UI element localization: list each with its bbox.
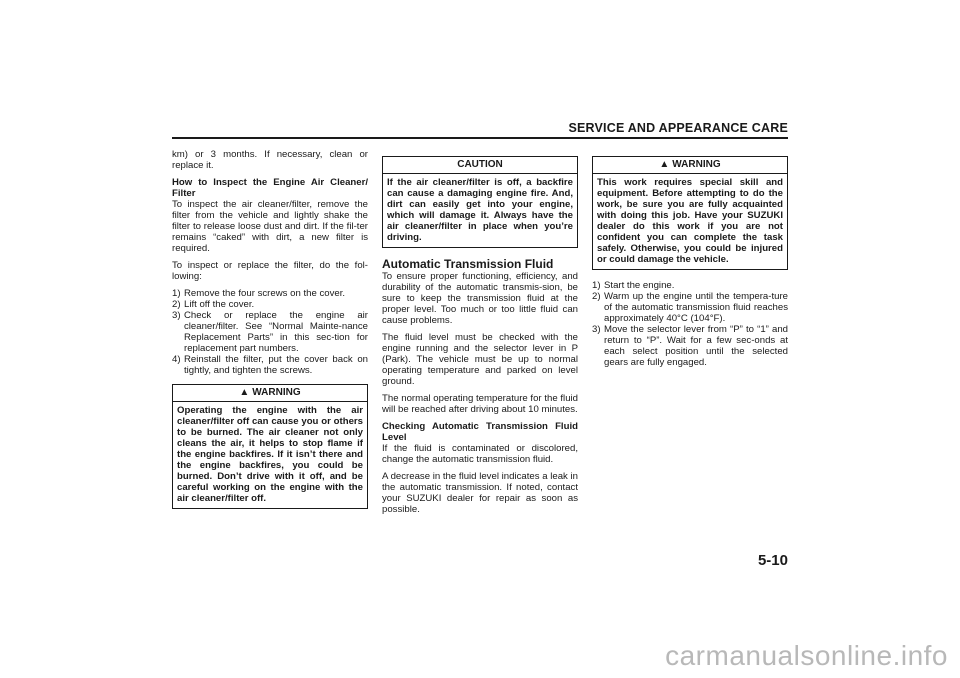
- check-text: If the fluid is contaminated or discolored, change the automatic transmission fluid.: [382, 443, 578, 465]
- intro-text: km) or 3 months. If necessary, clean or replace it.: [172, 149, 368, 171]
- watermark: carmanualsonline.info: [665, 640, 948, 671]
- step-list: [172, 288, 368, 376]
- atf-text: To ensure proper functioning, efficiency, and durability of the automatic transmis-sion, be sure to keep the transmission fluid at the proper level. Too much or too little fluid can cause problems.: [382, 271, 578, 326]
- decrease-text: A decrease in the fluid level indicates a leak in the automatic transmission. If noted, contact your SUZUKI dealer for repair as soon as possible.: [382, 471, 578, 515]
- page-header-title: SERVICE AND APPEARANCE CARE: [568, 121, 788, 135]
- warning-text: This work requires special skill and equipment. Before attempting to do the work, be sure you are fully acquainted with doing this job. Have your SUZUKI dealer do this work if you are not confident you can complete the task safely. Otherwise, you could be injured or could damage the vehicle.: [597, 177, 783, 265]
- caution-box: [382, 156, 578, 248]
- column-3: [592, 156, 788, 376]
- inspect-text: To inspect the air cleaner/filter, remove the filter from the vehicle and lightly shake the filter to release loose dust and dirt. If the fil-ter remains “caked” with dirt, a new filter is required.: [172, 199, 368, 254]
- list-item: 3) Check or replace the engine air cleaner/filter. See “Normal Mainte-nance Replacement Parts” in this sec-tion for replacement part numbers.: [172, 310, 368, 354]
- page-number: 5-10: [757, 552, 788, 569]
- warning-triangle-icon: ▲: [239, 387, 250, 398]
- check-heading: Checking Automatic Transmission Fluid Level: [382, 421, 578, 443]
- warning-header: ▲ WARNING: [173, 385, 367, 402]
- replace-text: To inspect or replace the filter, do the fol-lowing:: [172, 260, 368, 282]
- warning-header: ▲ WARNING: [593, 157, 787, 174]
- column-1: [172, 149, 368, 519]
- caution-text: If the air cleaner/filter is off, a backfire can cause a damaging engine fire. And, dirt can easily get into your engine, which will damage it. Always have the air cleaner/filter in place when you’re driving.: [387, 177, 573, 243]
- warning-triangle-icon: ▲: [659, 159, 670, 170]
- header-rule: [172, 137, 788, 139]
- column-2: [382, 156, 578, 521]
- warning-text: Operating the engine with the air cleaner/filter off can cause you or others to be burned. The air cleaner not only cleans the air, it helps to stop flame if the engine backfires. If it isn’t there and the engine backfires, you could be burned. Don’t drive with it off, and be careful working on the engine with the air cleaner/filter off.: [177, 405, 363, 504]
- warning-box: [172, 384, 368, 509]
- list-item: 2) Warm up the engine until the tempera-ture of the automatic transmission fluid reaches approximately 40°C (104°F).: [592, 291, 788, 324]
- list-item: 4) Reinstall the filter, put the cover back on tightly, and tighten the screws.: [172, 354, 368, 376]
- step-list: [592, 280, 788, 368]
- level-text: The fluid level must be checked with the engine running and the selector lever in P (Park). The vehicle must be up to normal operating temperature and parked on level ground.: [382, 332, 578, 387]
- list-item: 3) Move the selector lever from “P” to “1” and return to “P”. Wait for a few sec-onds at each select position until the selected gears are fully engaged.: [592, 324, 788, 368]
- atf-heading: Automatic Transmission Fluid: [382, 257, 554, 271]
- inspect-heading: How to Inspect the Engine Air Cleaner/ Filter: [172, 177, 368, 199]
- temp-text: The normal operating temperature for the fluid will be reached after driving about 10 minutes.: [382, 393, 578, 415]
- warning-box: [592, 156, 788, 270]
- list-item: 1) Remove the four screws on the cover.: [172, 288, 346, 299]
- caution-header: CAUTION: [383, 157, 577, 174]
- list-item: 1) Start the engine.: [592, 280, 675, 291]
- list-item: 2) Lift off the cover.: [172, 299, 255, 310]
